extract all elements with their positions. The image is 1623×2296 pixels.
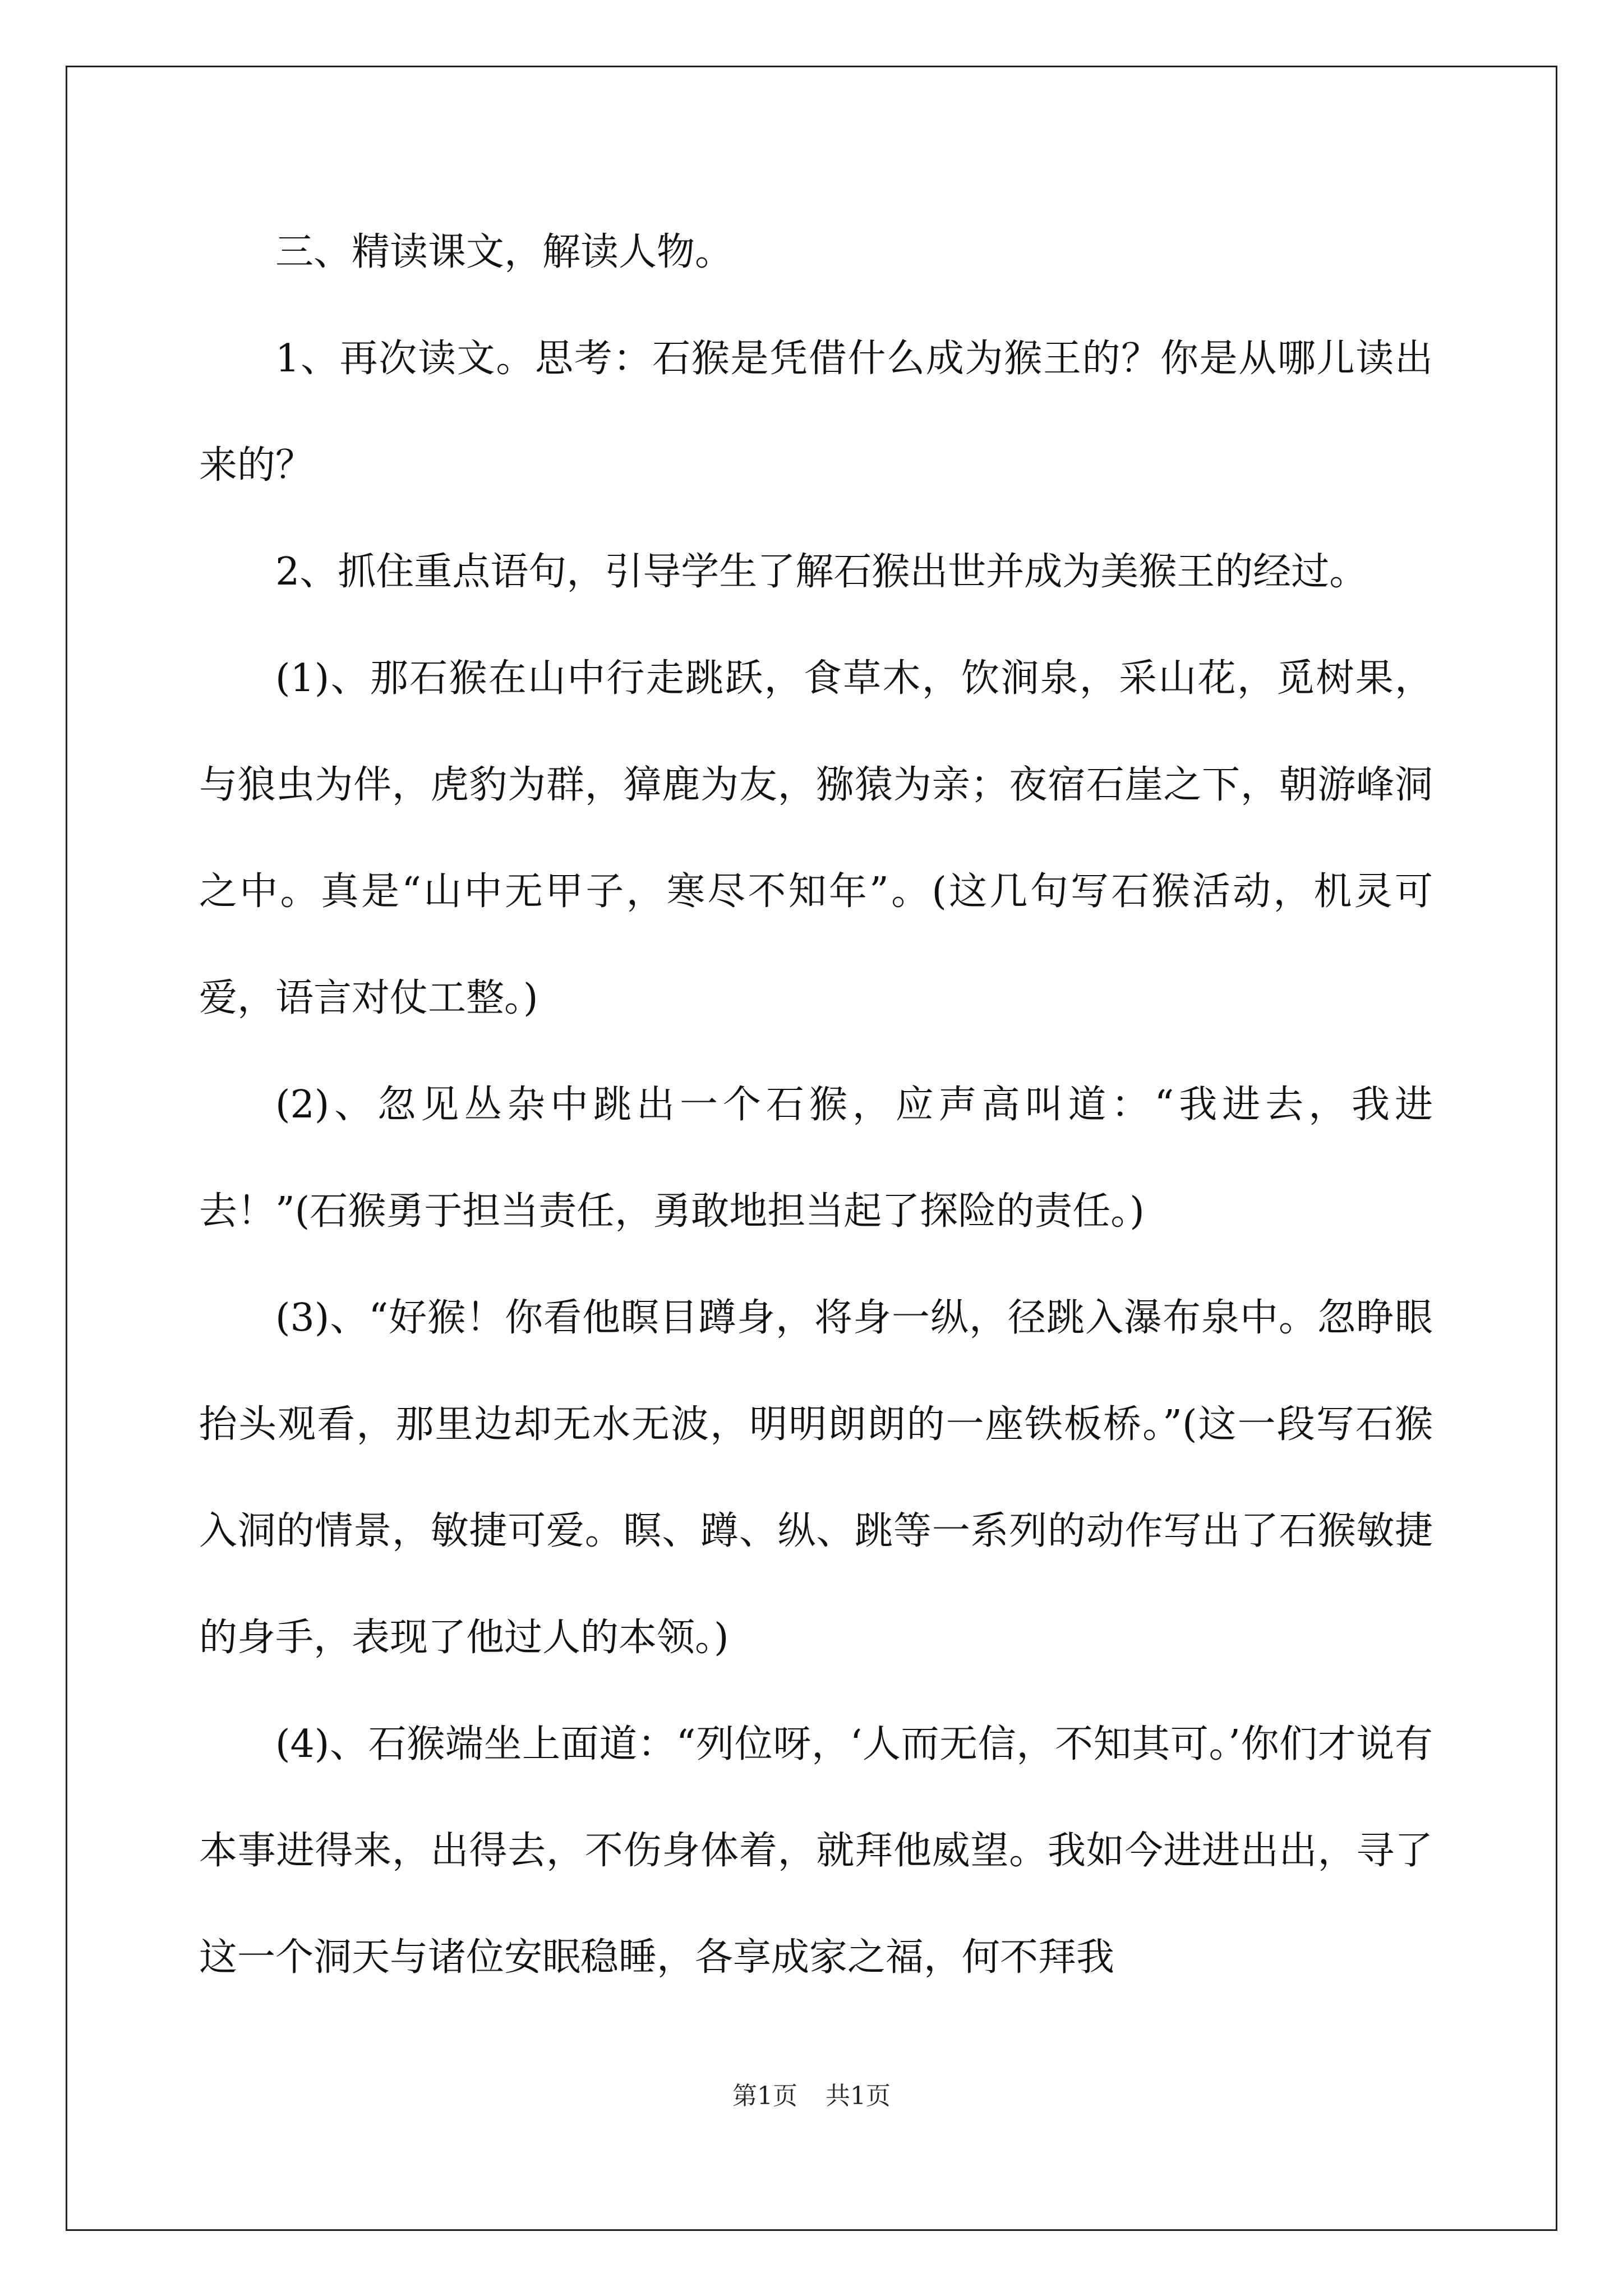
paragraph-heading: 三、精读课文，解读人物。 bbox=[275, 230, 734, 274]
paragraph-6: (4)、石猴端坐上面道：“列位呀，‘人而无信，不知其可。’你们才说有本事进得来，出得去，不伤身体着，就拜他威望。我如今进进出出，寻了这一个洞天与诸位安眠稳睡，各享成家之福，何不拜我 bbox=[199, 1722, 1433, 1980]
paragraph-3: (1)、那石猴在山中行走跳跃，食草木，饮涧泉，采山花，觅树果，与狼虫为伴，虎豹为群，獐鹿为友，猕猿为亲；夜宿石崖之下，朝游峰洞之中。真是“山中无甲子，寒尽不知年”。(这几句写石猴活动，机灵可爱，语言对仗工整。) bbox=[199, 656, 1433, 1020]
paragraph-4: (2)、忽见丛杂中跳出一个石猴，应声高叫道：“我进去，我进去！”(石猴勇于担当责任，勇敢地担当起了探险的责任。) bbox=[199, 1083, 1433, 1234]
page-number-total: 共1页 bbox=[826, 2082, 891, 2110]
page-number-current: 第1页 bbox=[732, 2082, 797, 2110]
paragraph-1: 1、再次读文。思考：石猴是凭借什么成为猴王的？你是从哪儿读出来的？ bbox=[199, 337, 1433, 487]
paragraph-5: (3)、“好猴！你看他瞑目蹲身，将身一纵，径跳入瀑布泉中。忽睁眼抬头观看，那里边却无水无波，明明朗朗的一座铁板桥。”(这一段写石猴入洞的情景，敏捷可爱。瞑、蹲、纵、跳等一系列的动作写出了石猴敏捷的身手，表现了他过人的本领。) bbox=[199, 1296, 1433, 1660]
document-body bbox=[199, 199, 1433, 2011]
page-footer bbox=[0, 2076, 1623, 2111]
paragraph-2: 2、抓住重点语句，引导学生了解石猴出世并成为美猴王的经过。 bbox=[275, 550, 1368, 594]
